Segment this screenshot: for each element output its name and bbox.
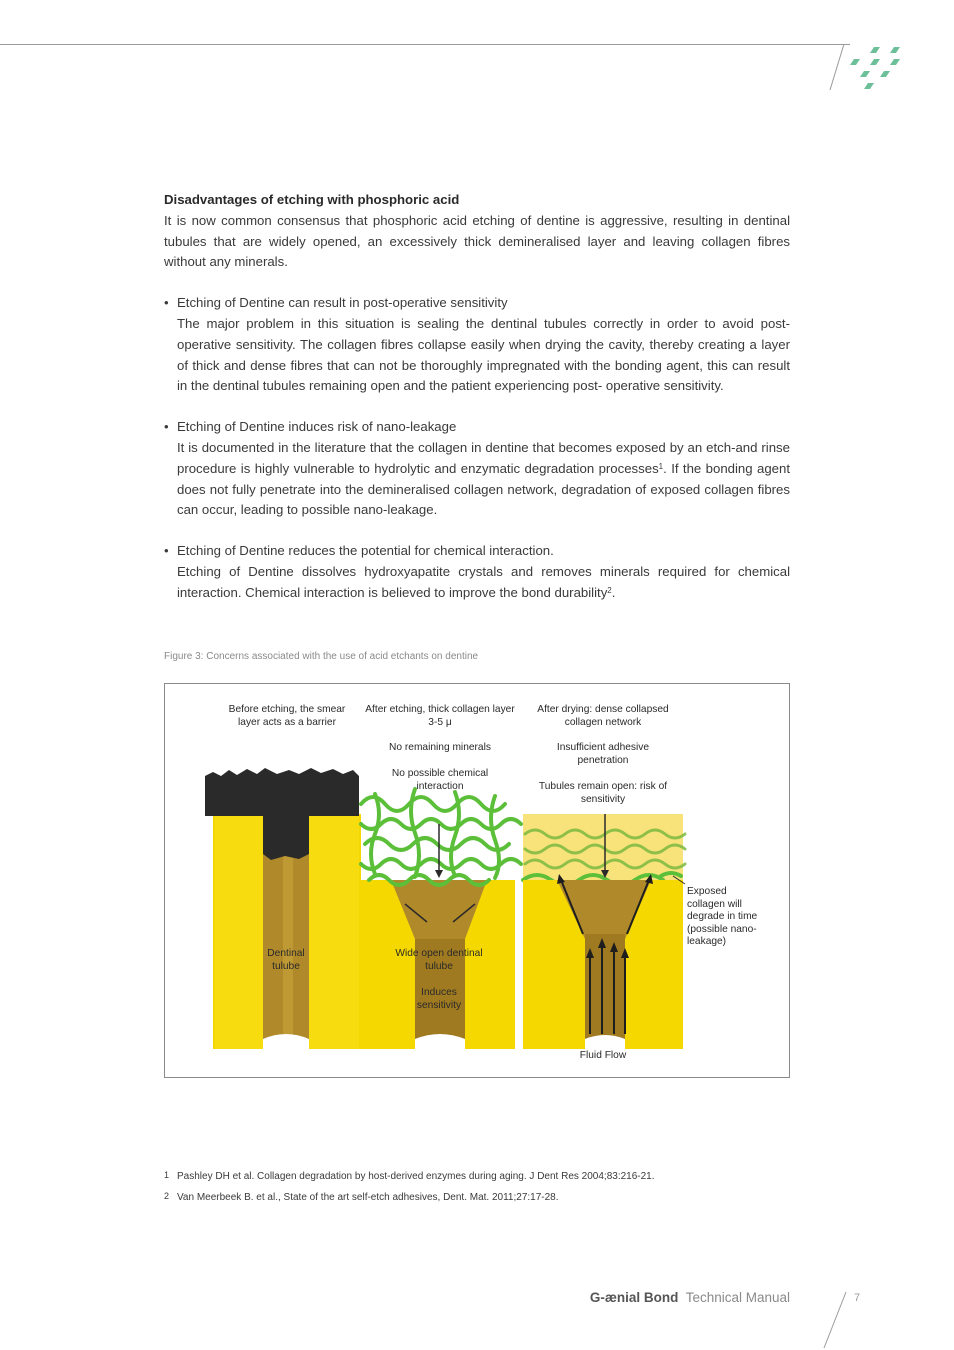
footnote-ref: 1 [658, 461, 664, 471]
footer-title: Technical Manual [685, 1290, 790, 1305]
bullet-dot: • [164, 543, 169, 559]
bullet-dot: • [164, 419, 169, 435]
panel-after-drying [523, 814, 685, 1049]
bullet-body [177, 562, 790, 604]
label-fluid-flow: Fluid Flow [579, 1050, 627, 1061]
footnote-number: 2 [164, 1191, 170, 1201]
label-after-etching: After etching, thick collagen layer 3-5 μ [365, 704, 515, 728]
footer-slash [820, 1290, 850, 1350]
label-induces: Induces sensitivity [416, 987, 462, 1011]
figure-caption: Figure 3: Concerns associated with the use of acid etchants on dentine [164, 651, 479, 662]
footnote-number: 1 [164, 1170, 170, 1180]
bullet-item [164, 417, 790, 521]
footnote-text: Van Meerbeek B. et al., State of the art self-etch adhesives, Dent. Mat. 2011;27:17-28. [177, 1192, 559, 1203]
footnote-ref: 2 [607, 585, 612, 595]
section-heading: Disadvantages of etching with phosphoric acid [164, 192, 460, 207]
bullet-body: The major problem in this situation is sealing the dentinal tubules correctly in order to avoid post-operative sensitivity. The collagen fibres collapse easily when drying the cavity, thereby creating a layer of thick and dense fibres that can not be thoroughly impregnated with the bonding agent, this can result in the dentinal tubules remaining open and the patient experiencing post- operative sensitivity. [177, 315, 790, 394]
footnote-item [164, 1192, 655, 1204]
bullet-item [164, 541, 790, 603]
bullet-body-text: . [611, 584, 616, 600]
bullet-body-text: Etching of Dentine dissolves hydroxyapatite crystals and removes minerals required for chemical interaction. Chemical interaction is believed to improve the bond durability [177, 563, 790, 600]
bullet-heading: Etching of Dentine reduces the potential for chemical interaction. [177, 543, 554, 559]
panel-before-etching [205, 768, 361, 1049]
figure-dentine-etching [164, 683, 790, 1078]
label-no-minerals: No remaining minerals [389, 742, 491, 753]
bullet-heading: Etching of Dentine induces risk of nano-leakage [177, 419, 457, 435]
label-tubules-open: Tubules remain open: risk of sensitivity [538, 781, 668, 805]
label-after-drying: After drying: dense collapsed collagen network [537, 704, 669, 728]
bullet-body [177, 438, 790, 521]
footer-brand: G-ænial Bond [589, 1290, 679, 1305]
footnotes [164, 1171, 655, 1213]
bullet-item [164, 293, 790, 397]
label-exposed: Exposed collagen will degrade in time (possible nano-leakage) [687, 886, 758, 948]
header-slash [826, 44, 846, 94]
body-content [164, 190, 790, 604]
bullet-heading: Etching of Dentine can result in post-operative sensitivity [177, 295, 508, 311]
footnote-item [164, 1171, 655, 1183]
label-dentinal-tubule: Dentinal tulube [267, 948, 305, 972]
footnote-text: Pashley DH et al. Collagen degradation by host-derived enzymes during aging. J Dent Res 2004;83:216-21. [177, 1171, 655, 1182]
label-insufficient: Insufficient adhesive penetration [556, 742, 650, 766]
label-before-etching: Before etching, the smear layer acts as a barrier [228, 704, 346, 728]
label-wide-open: Wide open dentinal tulube [395, 948, 483, 972]
bullet-dot: • [164, 295, 169, 311]
logo-icon [846, 44, 906, 94]
bullet-body-text: It is documented in the literature that the collagen in dentine that becomes exposed by an etch-and rinse procedure is highly vulnerable to hydrolytic and enzymatic degradation processes [177, 439, 790, 476]
intro-paragraph: It is now common consensus that phosphoric acid etching of dentine is aggressive, resulting in dentinal tubules that are widely opened, an excessively thick demineralised layer and leaving collagen fibres without any minerals. [164, 212, 790, 270]
page-footer [590, 1290, 790, 1305]
header-rule [0, 44, 850, 45]
label-no-chemical: No possible chemical interaction [391, 768, 489, 792]
bullet-body-text: . If the bonding agent does not fully penetrate into the demineralised collagen network, degradation of exposed collagen fibres can occur, leading to possible nano-leakage. [177, 460, 790, 518]
page-number: 7 [854, 1292, 861, 1304]
